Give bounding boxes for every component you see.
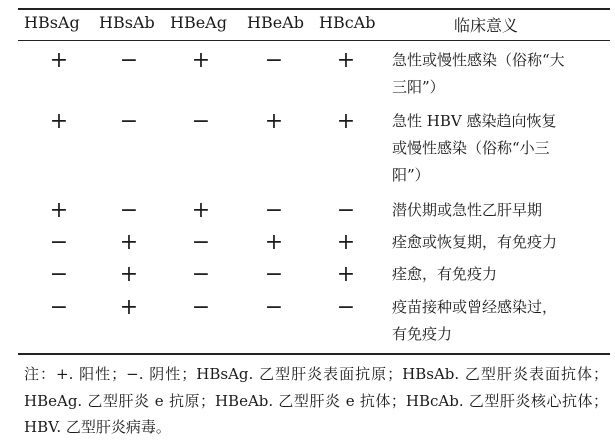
result-mark: − — [191, 262, 211, 287]
header-hbsab: HBsAb — [99, 13, 155, 32]
table-bottom-rule — [18, 353, 610, 355]
table-footnote: 注：+. 阳性；−. 阴性；HBsAg. 乙型肝炎表面抗原；HBsAb. 乙型肝炎表面抗体；HBeAg. 乙型肝炎 e 抗原；HBeAb. 乙型肝炎 e 抗体；HBcAb. 乙型肝炎核心抗体；HBV. 乙型肝炎病毒。 — [24, 365, 608, 436]
result-mark: + — [336, 109, 356, 134]
result-mark: + — [119, 295, 139, 320]
result-mark: + — [191, 48, 211, 73]
header-hbeab: HBeAb — [247, 13, 304, 32]
result-mark: + — [191, 198, 211, 223]
result-mark: − — [49, 230, 69, 255]
result-mark: − — [119, 109, 139, 134]
result-mark: + — [119, 230, 139, 255]
result-mark: − — [264, 262, 284, 287]
result-mark: + — [264, 109, 284, 134]
result-mark: − — [191, 230, 211, 255]
header-hbeag: HBeAg — [170, 13, 227, 32]
result-mark: + — [264, 230, 284, 255]
result-mark: − — [336, 198, 356, 223]
clinical-meaning: 急性 HBV 感染趋向恢复 或慢性感染（俗称“小三 阳”） — [392, 112, 557, 184]
clinical-meaning: 急性或慢性感染（俗称“大 三阳”） — [392, 51, 565, 96]
result-mark: + — [49, 198, 69, 223]
result-mark: − — [49, 262, 69, 287]
result-mark: + — [49, 48, 69, 73]
result-mark: − — [191, 295, 211, 320]
result-mark: + — [119, 262, 139, 287]
clinical-meaning: 疫苗接种或曾经感染过， 有免疫力 — [392, 298, 558, 343]
result-mark: − — [119, 48, 139, 73]
result-mark: − — [49, 295, 69, 320]
result-mark: + — [336, 262, 356, 287]
result-mark: − — [264, 295, 284, 320]
clinical-meaning: 痊愈或恢复期，有免疫力 — [392, 233, 558, 251]
header-clinical-meaning: 临床意义 — [454, 16, 519, 35]
result-mark: + — [336, 48, 356, 73]
result-mark: − — [264, 48, 284, 73]
header-hbsag: HBsAg — [24, 13, 80, 32]
table-header-rule — [18, 40, 610, 41]
result-mark: + — [336, 230, 356, 255]
result-mark: + — [49, 109, 69, 134]
result-mark: − — [264, 198, 284, 223]
result-mark: − — [336, 295, 356, 320]
table-top-rule — [18, 8, 610, 10]
result-mark: − — [119, 198, 139, 223]
clinical-meaning: 潜伏期或急性乙肝早期 — [392, 201, 543, 219]
header-hbcab: HBcAb — [319, 13, 376, 32]
clinical-meaning: 痊愈，有免疫力 — [392, 265, 498, 283]
result-mark: − — [191, 109, 211, 134]
